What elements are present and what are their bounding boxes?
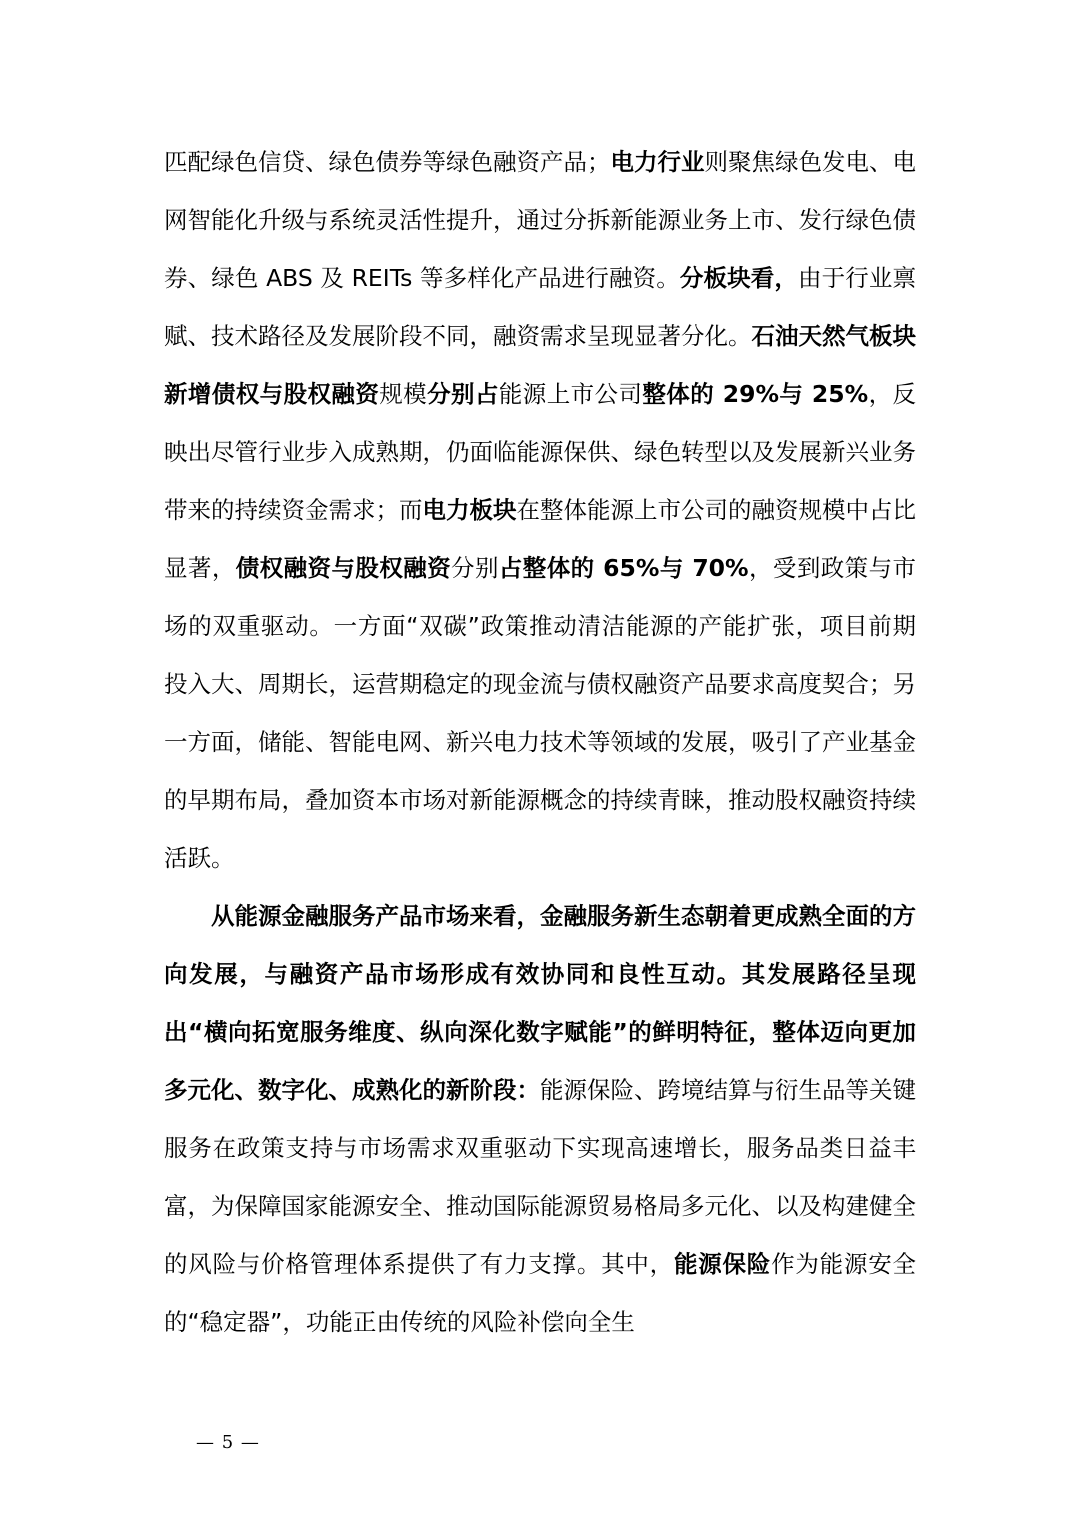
bold-text-run: 电力行业 <box>610 148 705 176</box>
bold-text-run: 石油天然气板块新增债权与股权融资 <box>164 322 916 408</box>
paragraph-2 <box>164 887 916 1351</box>
bold-text-run: 能源保险 <box>673 1250 772 1278</box>
text-run: 则聚焦绿色发电、电网智能化升级与系统灵活性提升，通过分拆新能源业务上市、发行绿色债券、绿色 ABS 及 REITs 等多样化产品进行融资。 <box>164 148 916 292</box>
text-run: ，反映出尽管行业步入成熟期，仍面临能源保供、绿色转型以及发展新兴业务带来的持续资金需求；而 <box>164 380 917 524</box>
text-run: 由于行业禀赋、技术路径及发展阶段不同，融资需求呈现显著分化。 <box>164 264 916 350</box>
bold-text-run: 分别占 <box>427 380 499 408</box>
bold-text-run: 分板块看， <box>679 264 798 292</box>
text-run: 匹配绿色信贷、绿色债券等绿色融资产品； <box>164 148 611 176</box>
bold-text-run: 从能源金融服务产品市场来看，金融服务新生态朝着更成熟全面的方向发展，与融资产品市场形成有效协同和良性互动。其发展路径呈现出“横向拓宽服务维度、纵向深化数字赋能”的鲜明特征，整体迈向更加多元化、数字化、成熟化的新阶段： <box>164 902 916 1104</box>
bold-text-run: 整体的 29%与 25% <box>642 380 869 408</box>
text-run: 作为能源安全的“稳定器”，功能正由传统的风险补偿向全生 <box>164 1250 917 1336</box>
text-run: 能源上市公司 <box>498 380 643 408</box>
text-run: 能源保险、跨境结算与衍生品等关键服务在政策支持与市场需求双重驱动下实现高速增长，服务品类日益丰富，为保障国家能源安全、推动国际能源贸易格局多元化、以及构建健全的风险与价格管理体系提供了有力支撑。其中， <box>164 1076 916 1278</box>
bold-text-run: 电力板块 <box>422 496 517 524</box>
text-run: 分别 <box>451 554 499 582</box>
page-number: — 5 — <box>196 1432 260 1453</box>
text-run: 在整体能源上市公司的融资规模中占比显著， <box>164 496 916 582</box>
text-run: 规模 <box>379 380 428 408</box>
bold-text-run: 占整体的 65%与 70% <box>498 554 749 582</box>
paragraph-1 <box>164 133 916 887</box>
document-body <box>164 133 916 1351</box>
text-run: ，受到政策与市场的双重驱动。一方面“双碳”政策推动清洁能源的产能扩张，项目前期投入大、周期长，运营期稳定的现金流与债权融资产品要求高度契合；另一方面，储能、智能电网、新兴电力技术等领域的发展，吸引了产业基金的早期布局，叠加资本市场对新能源概念的持续青睐，推动股权融资持续活跃。 <box>164 554 917 872</box>
bold-text-run: 债权融资与股权融资 <box>235 554 452 582</box>
